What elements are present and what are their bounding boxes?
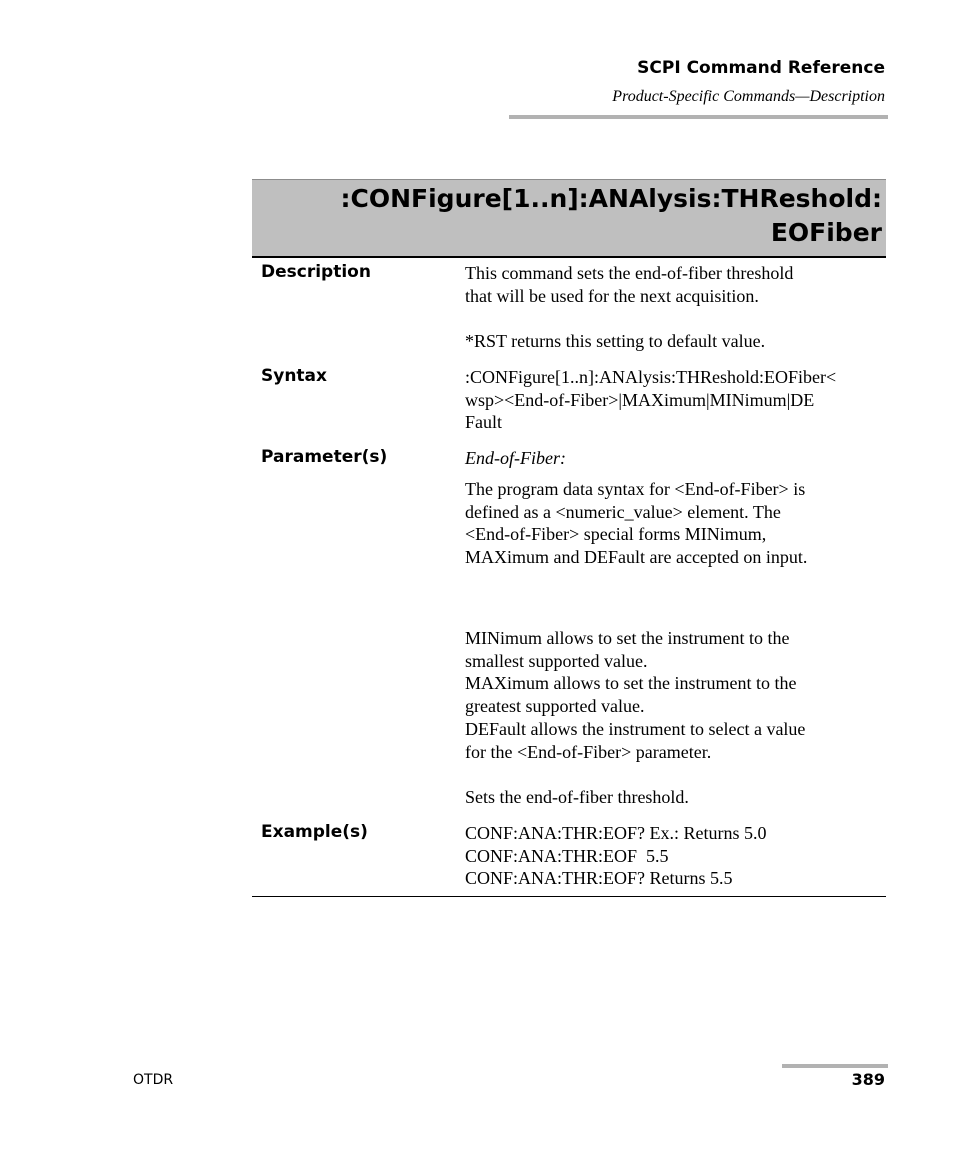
command-title-bar bbox=[252, 179, 886, 258]
parameter-forms-line: for the <End-of-Fiber> parameter. bbox=[465, 741, 712, 762]
parameter-definition-line: The program data syntax for <End-of-Fiber> is bbox=[465, 479, 806, 499]
command-title-line-1: :CONFigure[1..n]:ANAlysis:THReshold: bbox=[340, 184, 882, 213]
table-bottom-rule bbox=[252, 896, 886, 897]
description-label: Description bbox=[261, 262, 371, 282]
parameter-forms bbox=[465, 627, 881, 809]
parameters-label: Parameter(s) bbox=[261, 447, 388, 467]
parameter-definition-line: <End-of-Fiber> special forms MINimum, bbox=[465, 524, 767, 545]
parameter-forms-line: DEFault allows the instrument to select a value bbox=[465, 718, 806, 739]
parameter-forms-line: greatest supported value. bbox=[465, 696, 645, 717]
description-line: *RST returns this setting to default value. bbox=[465, 331, 766, 352]
page-number: 389 bbox=[851, 1070, 885, 1089]
syntax-label: Syntax bbox=[261, 366, 327, 386]
syntax-line: wsp><End-of-Fiber>|MAXimum|MINimum|DE bbox=[465, 389, 815, 410]
parameter-name: End-of-Fiber: bbox=[465, 448, 566, 468]
parameter-forms-line: Sets the end-of-fiber threshold. bbox=[465, 786, 689, 807]
examples-label: Example(s) bbox=[261, 822, 368, 842]
example-line: CONF:ANA:THR:EOF? Ex.: Returns 5.0 bbox=[465, 823, 767, 843]
syntax-line: :CONFigure[1..n]:ANAlysis:THReshold:EOFiber< bbox=[465, 367, 837, 387]
running-header-title: SCPI Command Reference bbox=[637, 58, 885, 78]
parameter-forms-line: MINimum allows to set the instrument to the bbox=[465, 628, 790, 648]
example-line: CONF:ANA:THR:EOF 5.5 bbox=[465, 845, 669, 866]
parameter-definition-line: defined as a <numeric_value> element. The bbox=[465, 501, 781, 522]
footer-rule bbox=[782, 1064, 888, 1068]
description-line: that will be used for the next acquisition. bbox=[465, 285, 759, 306]
parameter-forms-line bbox=[465, 763, 881, 786]
parameter-forms-line: MAXimum allows to set the instrument to the bbox=[465, 673, 797, 694]
command-title bbox=[341, 182, 883, 250]
parameter-definition-line: MAXimum and DEFault are accepted on input. bbox=[465, 547, 808, 568]
header-rule bbox=[509, 115, 888, 119]
running-header-subtitle: Product-Specific Commands—Description bbox=[612, 88, 885, 105]
description-line: This command sets the end-of-fiber threshold bbox=[465, 263, 794, 283]
command-title-line-2: EOFiber bbox=[770, 218, 882, 247]
description-line bbox=[465, 307, 881, 330]
parameter-definition bbox=[465, 478, 881, 569]
parameter-forms-line: smallest supported value. bbox=[465, 650, 648, 671]
footer-product-name: OTDR bbox=[133, 1072, 174, 1088]
syntax-text bbox=[465, 366, 881, 434]
example-line: CONF:ANA:THR:EOF? Returns 5.5 bbox=[465, 868, 733, 889]
description-text bbox=[465, 262, 881, 353]
examples-text bbox=[465, 822, 881, 890]
syntax-line: Fault bbox=[465, 412, 503, 433]
